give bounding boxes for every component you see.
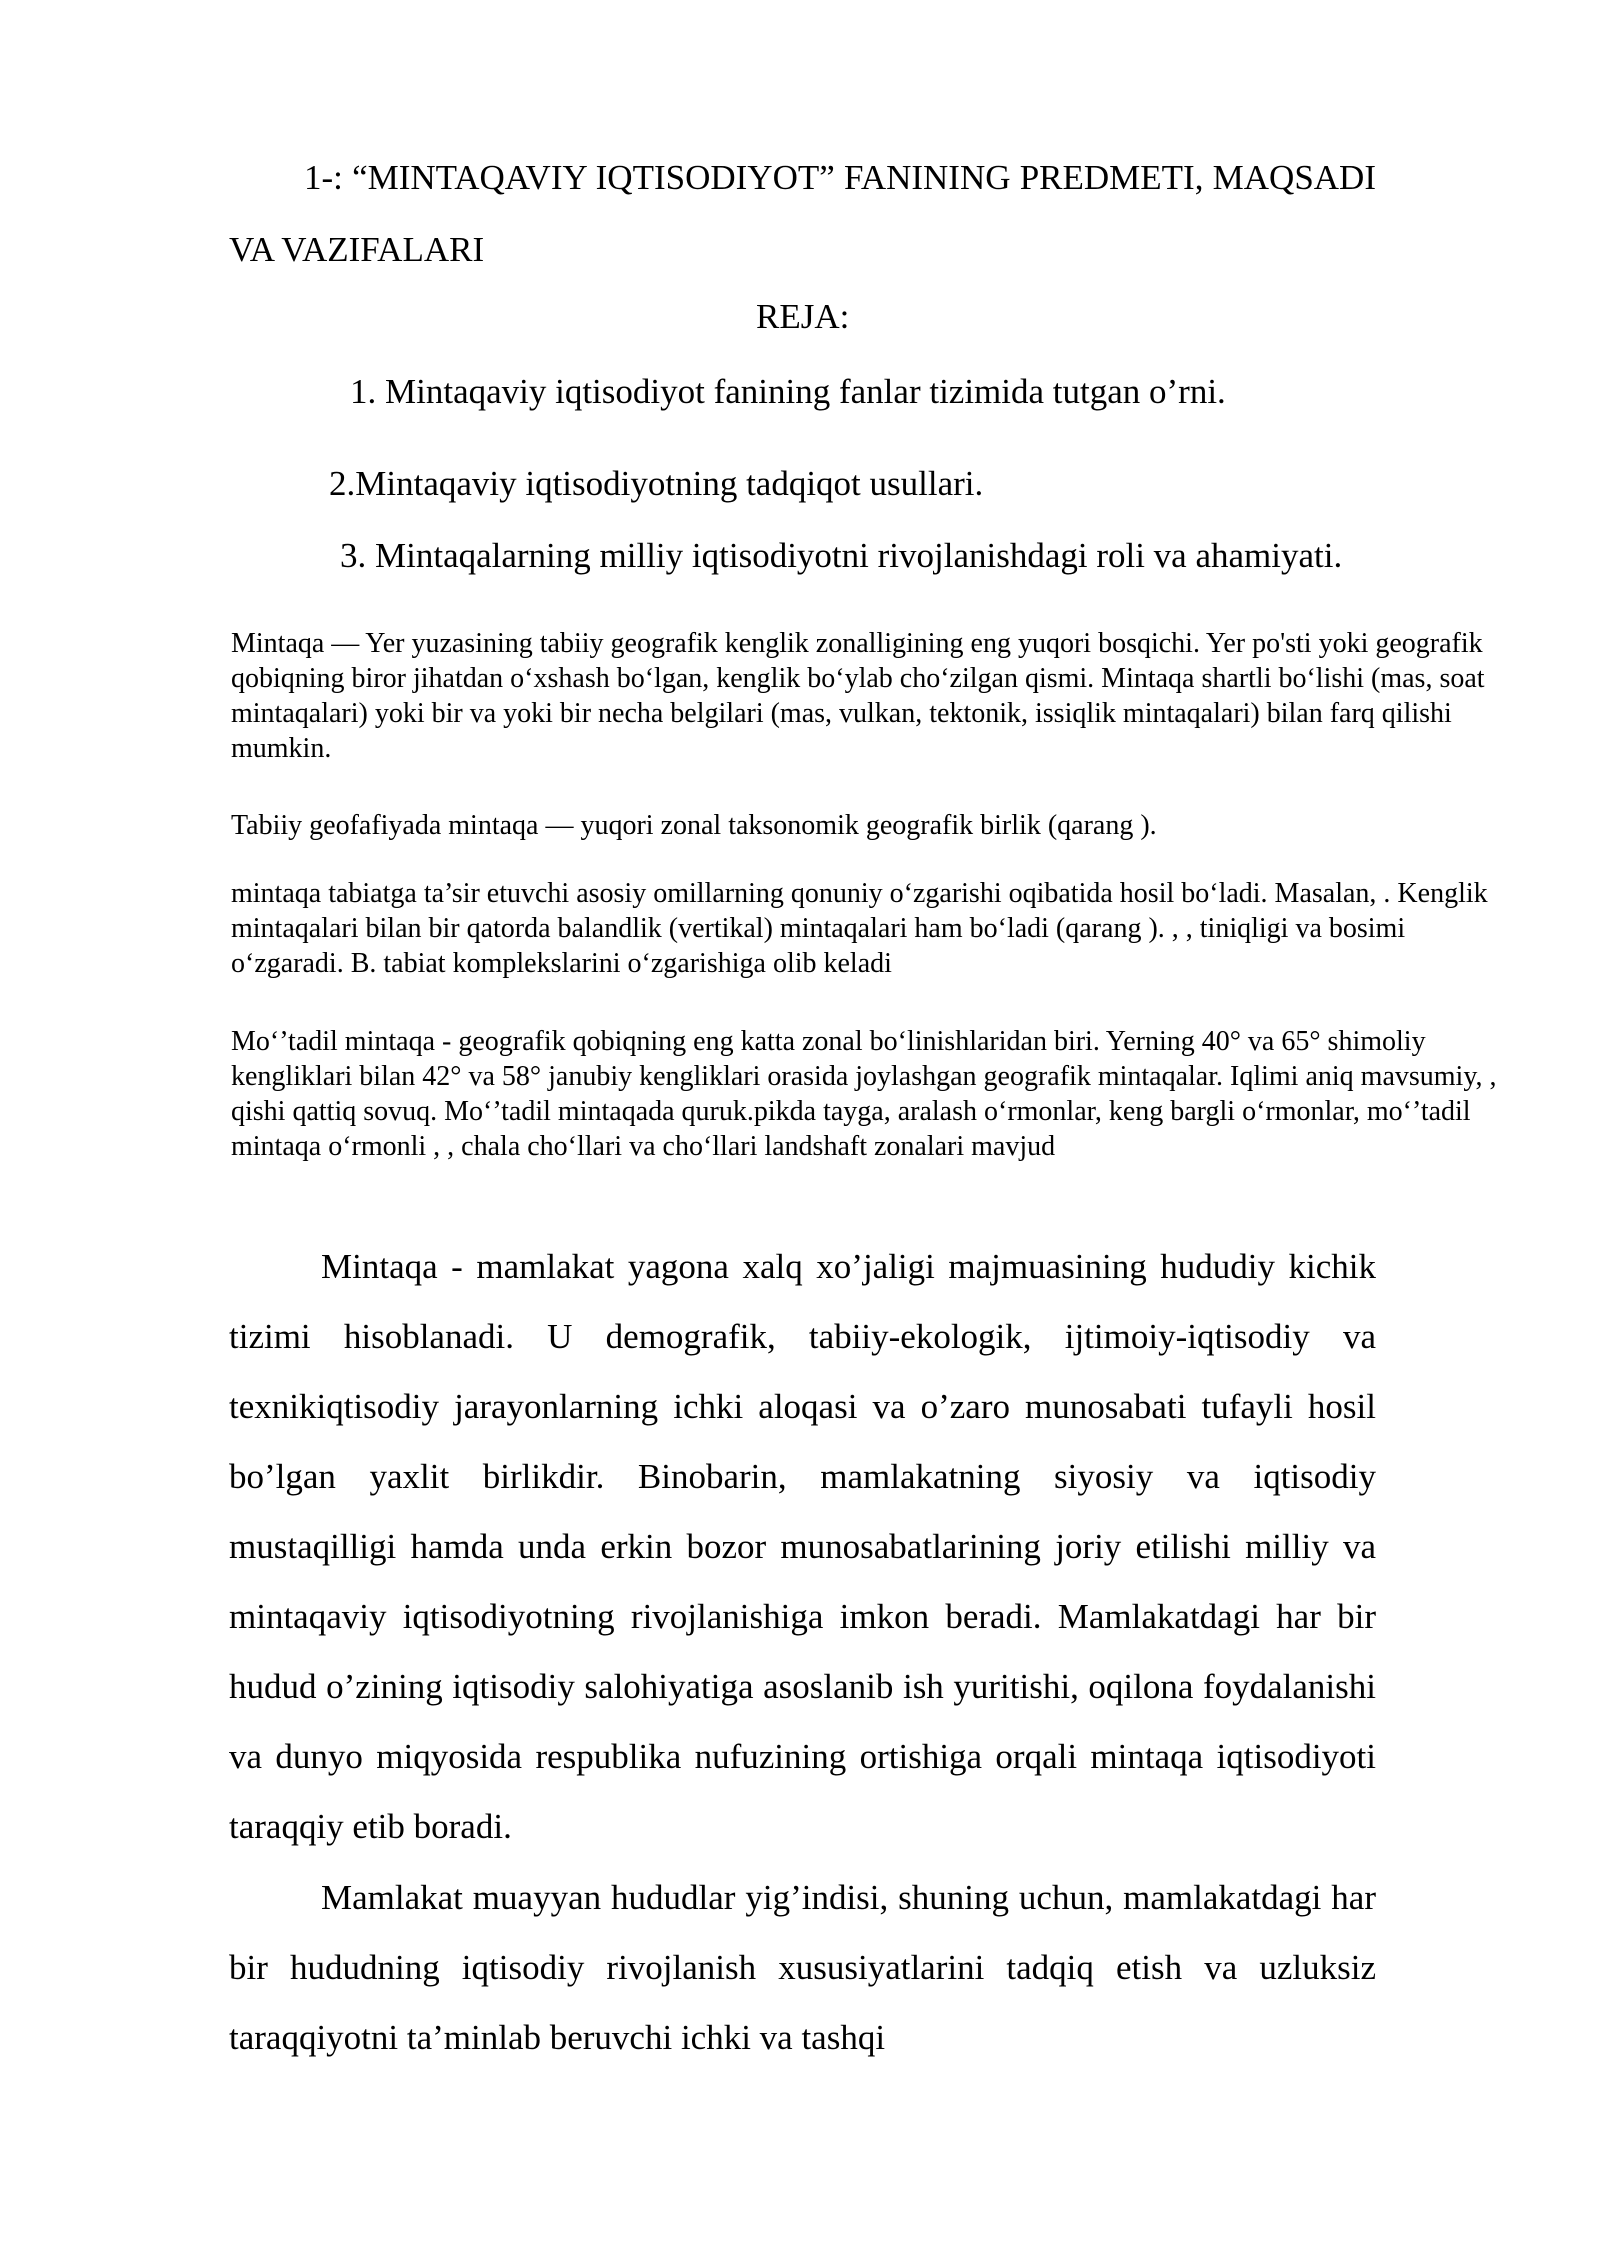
document-heading: 1-: “MINTAQAVIY IQTISODIYOT” FANINING PREDMETI, MAQSADI VA VAZIFALARI — [229, 158, 1376, 269]
body-paragraph: Mintaqa - mamlakat yagona xalq xo’jaligi majmuasining hududiy kichik tizimi hisoblanadi. U demografik, tabiiy-ekologik, ijtimoiy-iqtisodiy va texnikiqtisodiy jarayonlarning ichki aloqasi va o’zaro munosabati tufayli hosil bo’lgan yaxlit birlikdir. Binobarin, mamlakatning siyosiy va iqtisodiy mustaqilligi hamda unda erkin bozor munosabatlarining joriy etilishi milliy va mintaqaviy iqtisodiyotning rivojlanishiga imkon beradi. Mamlakatdagi har bir hudud o’zining iqtisodiy salohiyatiga asoslanib ish yuritishi, oqilona foydalanishi va dunyo miqyosida respublika nufuzining ortishiga orqali mintaqa iqtisodiyoti taraqqiy etib boradi. — [229, 1247, 1376, 1846]
body-paragraph: Mamlakat muayyan hududlar yig’indisi, shuning uchun, mamlakatdagi har bir hududning iqtisodiy rivojlanish xususiyatlarini tadqiq etish va uzluksiz taraqqiyotni ta’minlab beruvchi ichki va tashqi — [229, 1878, 1376, 2057]
definition-paragraph: Tabiiy geofafiyada mintaqa — yuqori zonal taksonomik geografik birlik (qarang ). — [231, 810, 1157, 841]
definition-paragraph: mintaqa tabiatga ta’sir etuvchi asosiy omillarning qonuniy oʻzgarishi oqibatida hosil boʻladi. Masalan, . Kenglik mintaqalari bilan bir qatorda balandlik (vertikal) mintaqalari ham boʻladi (qarang ). , , tiniqligi va bosimi oʻzgaradi. B. tabiat komplekslarini oʻzgarishiga olib keladi — [231, 878, 1488, 979]
plan-item-2: 2.Mintaqaviy iqtisodiyotning tadqiqot usullari. — [329, 464, 984, 503]
plan-item-1: 1. Mintaqaviy iqtisodiyot fanining fanlar tizimida tutgan o’rni. — [350, 372, 1226, 411]
definition-paragraph: Mintaqa — Yer yuzasining tabiiy geografik kenglik zonalligining eng yuqori bosqichi. Yer po'sti yoki geografik qobiqning biror jihatdan oʻxshash boʻlgan, kenglik boʻylab choʻzilgan qismi. Mintaqa shartli boʻlishi (mas, soat mintaqalari) yoki bir va yoki bir necha belgilari (mas, vulkan, tektonik, issiqlik mintaqalari) bilan farq qilishi mumkin. — [231, 628, 1485, 764]
definition-paragraph: Mo‘’tadil mintaqa - geografik qobiqning eng katta zonal boʻlinishlaridan biri. Yerning 40° va 65° shimoliy kengliklari bilan 42° va 58° janubiy kengliklari orasida joylashgan geografik mintaqalar. Iqlimi aniq mavsumiy, , qishi qattiq sovuq. Mo‘’tadil mintaqada quruk.pikda tayga, aralash oʻrmonlar, keng bargli oʻrmonlar, mo‘’tadil mintaqa oʻrmonli , , chala choʻllari va choʻllari landshaft zonalari mavjud — [231, 1026, 1497, 1162]
plan-item-3: 3. Mintaqalarning milliy iqtisodiyotni rivojlanishdagi roli va ahamiyati. — [340, 536, 1343, 575]
plan-title: REJA: — [756, 297, 850, 336]
